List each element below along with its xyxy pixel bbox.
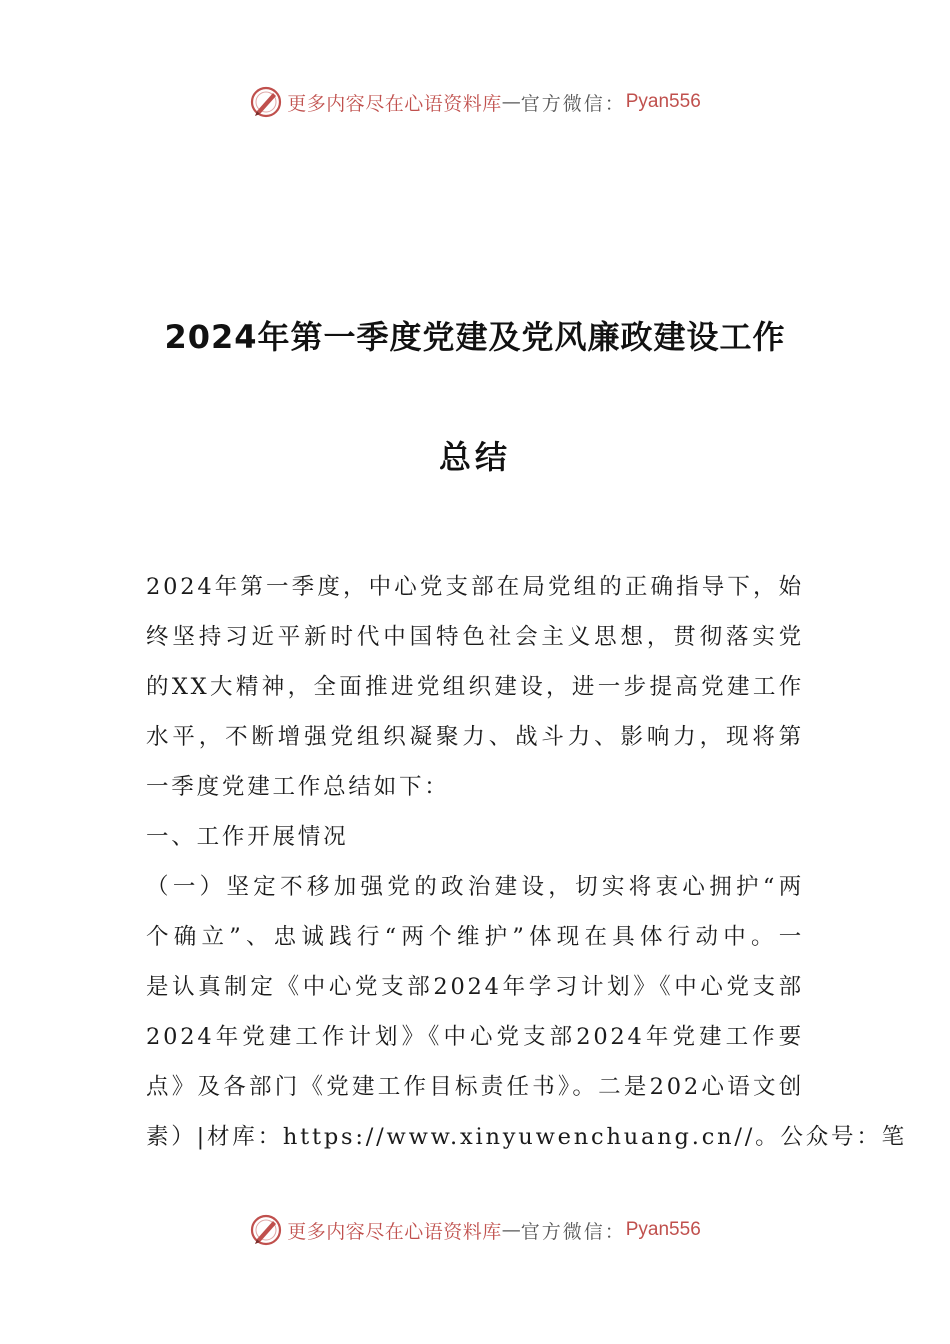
- header-watermark-banner: [0, 82, 950, 122]
- body-line: 2024年党建工作计划》《中心党支部2024年党建工作要: [146, 1024, 804, 1050]
- watermark-contact-id: Pyan556: [625, 91, 701, 112]
- body-line: 2024年第一季度，中心党支部在局党组的正确指导下，始: [146, 574, 804, 600]
- section-heading: 一、工作开展情况: [146, 824, 349, 850]
- watermark-contact-label: 官方微信：: [520, 1220, 626, 1243]
- body-line: （一）坚定不移加强党的政治建设，切实将衷心拥护“两: [146, 874, 804, 900]
- body-line: 水平，不断增强党组织凝聚力、战斗力、影响力，现将第: [146, 724, 804, 750]
- body-line: 是认真制定《中心党支部2024年学习计划》《中心党支部: [146, 974, 804, 1000]
- watermark-separator: —: [501, 91, 521, 113]
- watermark-slogan: 更多内容尽在心语资料库: [287, 92, 502, 115]
- footer-watermark-banner: [0, 1210, 950, 1250]
- body-line: 个确立”、忠诚践行“两个维护”体现在具体行动中。一: [146, 924, 804, 950]
- body-line: 终坚持习近平新时代中国特色社会主义思想，贯彻落实党: [146, 624, 804, 650]
- document-body: [146, 562, 907, 1162]
- body-line: 一季度党建工作总结如下：: [146, 774, 450, 800]
- pen-circle-logo-icon: [249, 85, 283, 119]
- body-line: 的XX大精神，全面推进党组织建设，进一步提高党建工作: [146, 674, 804, 700]
- watermark-slogan: 更多内容尽在心语资料库: [287, 1220, 502, 1243]
- pen-circle-logo-icon: [249, 1213, 283, 1247]
- watermark-separator: —: [501, 1219, 521, 1241]
- document-title-line-2: 总结: [438, 438, 511, 476]
- document-title-line-1: 2024年第一季度党建及党风廉政建设工作: [164, 318, 786, 356]
- body-line: 点》及各部门《党建工作目标责任书》。二是202心语文创: [146, 1074, 804, 1100]
- body-line: 素）|材库：https://www.xinyuwenchuang.cn//。公众号：笔: [146, 1124, 907, 1150]
- watermark-contact-label: 官方微信：: [520, 92, 626, 115]
- watermark-contact-id: Pyan556: [625, 1219, 701, 1240]
